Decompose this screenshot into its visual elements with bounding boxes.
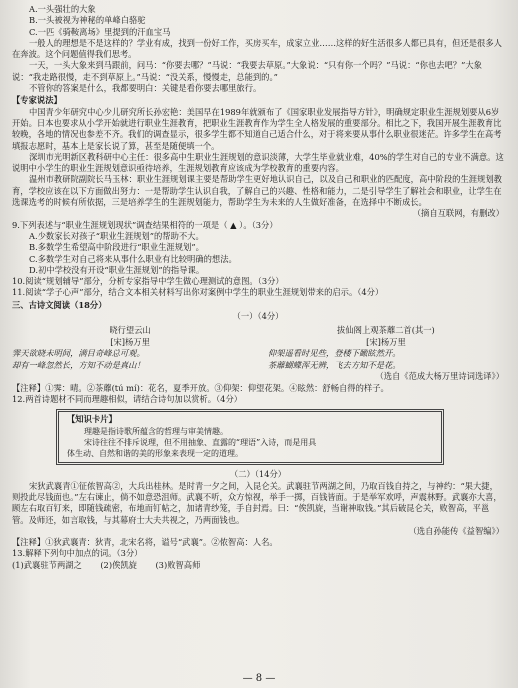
subsection-2-title: （二）（14分） [229, 469, 287, 480]
poem-2 [268, 325, 504, 371]
q13-item-2: (2)俟凯旋 [100, 559, 137, 570]
section-3-title: 三、古诗文阅读（18分） [12, 299, 107, 310]
poem-title: 拔仙阁上观茶蘼二首(其一) [337, 325, 435, 336]
classical-text: 宋狄武襄青①征侬智高②，大兵出桂林。是时青一夕之间，入昆仑关。武襄驻节两湖之间，乃取百钱自持之，与神约：“果大捷，则投此尽钱面也。”左右谏止，倘不如意恐沮师。武襄不听，众方惊视，举手一掷，百钱皆面。于是举军欢呼，声震林野。武襄亦大喜，顾左右取百钉来，即随钱疏密，布地而钉帖之，加诸青纱笼，手自封焉。曰：“俟凯旋，当谢神取钱。”其后破昆仑关，败智高，平邕管。及师还，如言取钱，与其幕府士大夫共视之，乃两面钱也。 [12, 480, 502, 525]
question-13: 13.解释下列句中加点的词。（3分） [12, 548, 143, 559]
poem-author: [宋]杨万里 [366, 336, 406, 347]
q9-option-d: D.初中学校没有开设“职业生涯规划”的指导课。 [29, 264, 205, 275]
knowledge-card [56, 409, 444, 465]
poem-title: 晓行望云山 [109, 325, 151, 336]
essay-section [12, 38, 504, 94]
knowledge-card-line: 理趣是指诗歌所蕴含的哲理与审美情趣。 [84, 426, 228, 436]
question-12: 12.两首诗题材不同而理趣相似，请结合诗句加以赏析。（4分） [12, 393, 243, 404]
knowledge-card-line: 宋诗往往不排斥说理，但不用抽象、直露的“理语”入诗，而是用具 [84, 437, 317, 447]
expert-heading: 【专家说法】 [12, 95, 62, 106]
expert-paragraph: 深圳市光明新区教科研中心主任：很多高中生职业生涯规划的意识淡薄，大学生毕业就业难，40%的学生对自己的专业不满意。这说明中小学生的职业生涯规划意识亟待培养，生涯规划教育应该成为学校教育的重要内容。 [12, 151, 504, 174]
poem-line: 霁天欲晓未明间，满目奇峰总可观。 [12, 348, 145, 359]
questions-block [12, 220, 504, 299]
q9-option-a: A.少数家长对孩子“职业生涯规划”的帮助不大。 [29, 230, 204, 241]
expert-section [12, 107, 504, 220]
poem-author: [宋]杨万里 [110, 336, 150, 347]
poem-1 [12, 325, 248, 371]
q9-option-b: B.多数学生希望高中阶段进行“职业生涯规划”。 [29, 242, 204, 253]
knowledge-card-heading: 【知识卡片】 [67, 414, 117, 425]
poem-source: （选自《范成大杨万里诗词选译》） [375, 371, 504, 382]
knowledge-card-line: 体生动、自然和谐的美的形象来表现一定的道理。 [67, 449, 243, 459]
expert-paragraph: 中国青少年研究中心少儿研究所长孙宏艳：美国早在1989年就颁布了《国家职业发展指导方针》，明确规定职业生涯规划要从6岁开始。日本也要求从小学开始就进行职业生涯教育，把职业生涯教育作为学生全人格发展的重要部分。相比之下，我国开展生涯教育比较晚，各地的情况也参差不齐。我们的调查显示，很多学生都不知道自己适合什么，对于将来要从事什么职业很迷茫。许多学生在高考填报志愿时，基本上是家长说了算，甚至是随便填一个。 [12, 106, 502, 151]
q9-option-c: C.多数学生对自己将来从事什么职业有比较明确的想法。 [29, 253, 237, 264]
option-a: A.一头强壮的大象 [29, 4, 96, 14]
question-10: 10.阅读“规划辅导”部分，分析专家指导中学生做心理测试的意图。（3分） [12, 276, 284, 287]
expert-paragraph: 温州市教研院副院长马玉林：职业生涯规划课主要是帮助学生更好地认识自己，以及自己和职业的匹配度，高中阶段的生涯规划教育，学校应该在以下方面做出努力：一是帮助学生认识自我，了解自己的兴趣、性格和能力，二是引导学生了解社会和职业，让学生在选课选考的时候有所依据，三是培养学生的生涯规划能力，帮助学生为未来的人生做好准备，在选择中不断成长。 [12, 174, 502, 208]
option-b: B.一头被视为神秘的单峰白骆驼 [29, 15, 146, 26]
answer-options [12, 4, 504, 38]
subsection-1-title: （一）（4分） [232, 311, 284, 322]
q13-item-3: (3)败智高师 [155, 559, 201, 570]
classical-notes: 【注释】①狄武襄青：狄青，北宋名将，谥号“武襄”。②侬智高：人名。 [12, 537, 278, 548]
source-note: （摘自互联网，有删改） [412, 208, 504, 219]
poem-notes: 【注释】①霁：晴。②茶蘼(tú mí)：花名，夏季开放。③仰架：仰望花架。④眩然：舒畅自得的样子。 [12, 382, 389, 393]
q13-item-1: (1)武襄驻节两湖之 [12, 559, 82, 570]
essay-paragraph: 不管你的答案是什么，我都要明白：关键是看你要去哪里旅行。 [29, 83, 262, 94]
page-number: — 8 — [242, 672, 276, 684]
essay-paragraph: 一天，一头大象来到马跟前，问马：“你要去哪？”马说：“我要去草原。”大象说：“只有你一个吗？”马说：“你也去吧？”大象说：“我走路很慢，走不到草原上。”马说：“没关系，慢慢走，总能到的。” [12, 60, 482, 82]
classical-source: （选自孙能传《益智编》） [408, 525, 504, 536]
poem-line: 茶蘼蝴蝶浑无辨，飞去方知不是花。 [267, 359, 401, 370]
poem-line: 仰架遥看时见些，登楼下瞰眩然开。 [267, 348, 401, 359]
option-c: C.一匹《骑鞍离场》里提到的汗血宝马 [29, 26, 171, 37]
poems-row [12, 325, 504, 371]
question-11: 11.阅读“学子心声”部分，结合文本相关材料写出你对案例中学生的职业生涯规划带来的启示。（4分） [12, 287, 384, 298]
poem-line: 却有一峰忽然长，方知不动是真山！ [12, 359, 145, 370]
essay-paragraph: 一般人的理想是不是这样的？学业有成，找到一份好工作，买房买车，成家立业……这样的好生活很多人都已具有，但还是很多人在奔波。这个问题值得我们思考。 [12, 37, 502, 60]
q13-items [12, 560, 504, 571]
question-9: 9.下列表述与“职业生涯规划现状”调查结果相符的一项是（ ▲ ）。（3分） [12, 219, 278, 230]
